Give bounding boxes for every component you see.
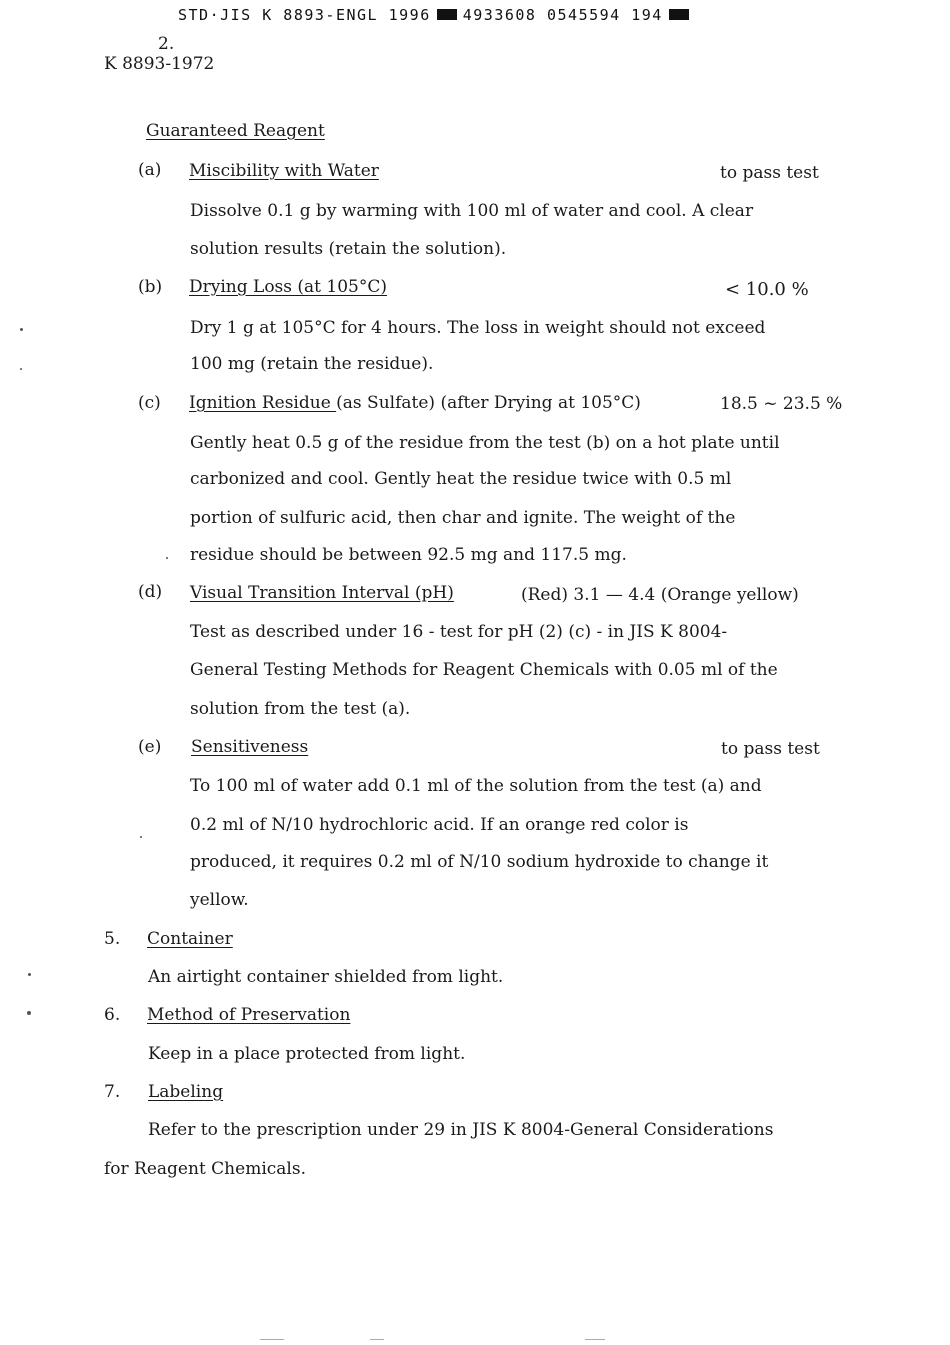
section-title: Labeling: [148, 1082, 224, 1102]
item-text-line: General Testing Methods for Reagent Chemicals with 0.05 ml of the: [190, 660, 778, 680]
item-title-line: [189, 393, 641, 413]
item-text-line: produced, it requires 0.2 ml of N/10 sodium hydroxide to change it: [190, 852, 769, 872]
item-spec: < 10.0 %: [725, 279, 809, 300]
item-title: Drying Loss (at 105°C): [189, 277, 387, 297]
item-title: Sensitiveness: [191, 737, 309, 757]
item-spec: to pass test: [720, 163, 819, 183]
item-spec: to pass test: [721, 739, 820, 759]
scan-dash: [260, 1339, 284, 1340]
section-title: Method of Preservation: [147, 1005, 351, 1025]
item-label: (e): [138, 737, 162, 757]
item-title: Miscibility with Water: [189, 161, 379, 181]
page-number: 2.: [158, 34, 175, 54]
item-text-line: solution results (retain the solution).: [190, 239, 507, 259]
scan-dash: [370, 1339, 384, 1340]
item-text-line: Test as described under 16 - test for pH (2) (c) - in JIS K 8004-: [190, 622, 728, 642]
section-number: 5.: [104, 929, 121, 949]
scan-speck: [166, 557, 168, 559]
item-title: Ignition Residue: [189, 393, 337, 413]
item-text-line: residue should be between 92.5 mg and 117.5 mg.: [190, 545, 627, 565]
section-number: 7.: [104, 1082, 121, 1102]
item-text-line: yellow.: [190, 890, 249, 910]
item-label: (a): [138, 160, 162, 180]
section-text-line: An airtight container shielded from light.: [148, 967, 504, 987]
scan-speck: [28, 973, 31, 976]
item-title-suffix: (as Sulfate) (after Drying at 105°C): [336, 393, 641, 413]
standard-number: K 8893-1972: [104, 54, 215, 74]
item-label: (c): [138, 393, 161, 413]
item-text-line: Dissolve 0.1 g by warming with 100 ml of water and cool. A clear: [190, 201, 754, 221]
item-text-line: 100 mg (retain the residue).: [190, 354, 434, 374]
section-text-line: Keep in a place protected from light.: [148, 1044, 466, 1064]
item-text-line: portion of sulfuric acid, then char and ignite. The weight of the: [190, 508, 736, 528]
scan-speck: [27, 1011, 31, 1015]
item-label: (d): [138, 582, 163, 602]
section-text-line: Refer to the prescription under 29 in JIS K 8004-General Considerations: [148, 1120, 774, 1140]
item-spec: 18.5 ~ 23.5 %: [720, 394, 843, 414]
scan-dash: [585, 1339, 605, 1340]
section-title: Container: [147, 929, 233, 949]
section-number: 6.: [104, 1005, 121, 1025]
scan-speck: [140, 836, 142, 838]
stamp-prefix: STD·JIS K 8893-ENGL 1996: [178, 6, 431, 24]
item-text-line: carbonized and cool. Gently heat the residue twice with 0.5 ml: [190, 469, 732, 489]
scan-speck: [20, 328, 23, 331]
item-text-line: Gently heat 0.5 g of the residue from the test (b) on a hot plate until: [190, 433, 780, 453]
item-text-line: solution from the test (a).: [190, 699, 411, 719]
stamp-block-2: [669, 9, 689, 20]
grade-heading: Guaranteed Reagent: [146, 121, 325, 141]
item-text-line: 0.2 ml of N/10 hydrochloric acid. If an orange red color is: [190, 815, 689, 835]
item-label: (b): [138, 277, 163, 297]
scan-speck: [20, 368, 22, 370]
item-text-line: Dry 1 g at 105°C for 4 hours. The loss in weight should not exceed: [190, 318, 766, 338]
item-spec: (Red) 3.1 — 4.4 (Orange yellow): [521, 585, 799, 605]
item-text-line: To 100 ml of water add 0.1 ml of the solution from the test (a) and: [190, 776, 762, 796]
section-text-line: for Reagent Chemicals.: [104, 1159, 306, 1179]
item-title: Visual Transition Interval (pH): [190, 583, 454, 603]
header-stamp: [178, 6, 695, 24]
stamp-block-1: [437, 9, 457, 20]
stamp-mid: 4933608 0545594 194: [462, 6, 663, 24]
